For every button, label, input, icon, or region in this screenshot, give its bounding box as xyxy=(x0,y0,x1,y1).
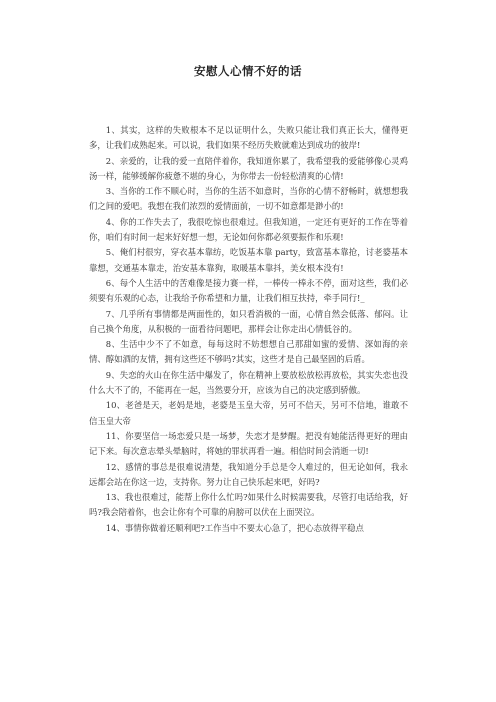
paragraph: 8、生活中少不了不如意，每每这时不妨想想自己那甜如蜜的爱情、深如海的亲情、醇如酒的友情，拥有这些还不够吗?其实，这些才是自己最坚固的后盾。 xyxy=(89,339,408,365)
paragraph: 11、你要坚信一场恋爱只是一场梦，失恋才是梦醒。把没有她能活得更好的理由记下来。每次意志晕头晕脑时，将她的罪状再看一遍。相信时间会消逝一切! xyxy=(89,430,408,457)
document-body xyxy=(89,123,408,536)
paragraph: 13、我也很难过，能帮上你什么忙吗?如果什么时候需要我，尽管打电话给我，好吗?我会陪着你，也会让你有个可靠的肩膀可以伏在上面哭泣。 xyxy=(89,492,408,518)
paragraph: 3、当你的工作不顺心时，当你的生活不如意时，当你的心情不舒畅时，就想想我们之间的爱吧。我想在我们浓烈的爱情面前，一切不如意都是渺小的! xyxy=(89,186,408,212)
paragraph: 10、老爸是天，老妈是地，老婆是玉皇大帝，另可不信天，另可不信地，谁敢不信玉皇大帝 xyxy=(89,400,408,426)
paragraph: 6、每个人生活中的苦难像是接力赛一样，一棒传一棒永不停，面对这些，我们必须要有乐观的心态，让我给予你希望和力量，让我们相互扶持，牵手同行!_ xyxy=(89,277,408,304)
document-title: 安慰人心情不好的话 xyxy=(194,64,302,78)
paragraph: 1、其实，这样的失败根本不足以证明什么，失败只能让我们真正长大，懂得更多，让我们成熟起来。可以说，我们如果不经历失败就难达到成功的彼岸! xyxy=(89,125,408,151)
paragraph: 12、感情的事总是很难说清楚，我知道分手总是令人难过的，但无论如何，我永远都会站在你这一边，支持你。努力让自己快乐起来吧，好吗? xyxy=(89,461,408,487)
paragraph: 7、几乎所有事情都是两面性的，如只看消极的一面，心情自然会低落、郁闷。让自己换个角度，从积极的一面看待问题吧，那样会让你走出心情低谷的。 xyxy=(89,308,408,334)
paragraph: 5、俺们村很穷，穿衣基本靠纺，吃饭基本靠 party，致富基本靠抢，讨老婆基本靠想，交通基本靠走，治安基本靠狗，取暖基本靠抖，美女根本没有! xyxy=(89,247,408,273)
paragraph: 14、事情你做着还顺利吧?工作当中不要太心急了，把心态放得平稳点 xyxy=(105,522,364,533)
paragraph: 2、亲爱的，让我的爱一直陪伴着你，我知道你累了，我希望我的爱能够像心灵鸡汤一样，能够缓解你疲惫不堪的身心，为你带去一份轻松清爽的心情! xyxy=(89,155,408,181)
paragraph: 4、你的工作失去了，我很吃惊也很难过。但我知道，一定还有更好的工作在等着你，咱们有时间一起来好好想一想，无论如何你都必须要振作和乐观! xyxy=(89,216,408,243)
paragraph: 9、失恋的火山在你生活中爆发了，你在精神上要放松放松再放松，其实失恋也没什么大不了的，不能再在一起，当然要分开，应该为自己的决定感到骄傲。 xyxy=(89,369,408,396)
